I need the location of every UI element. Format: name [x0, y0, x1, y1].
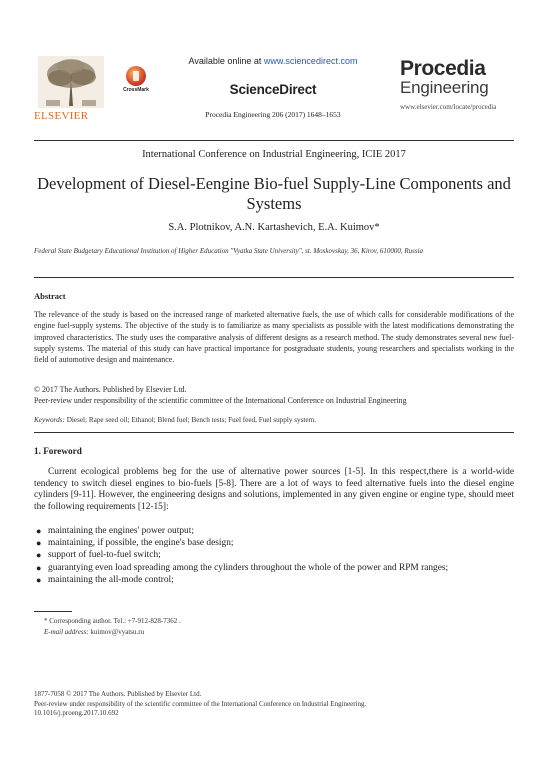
sciencedirect-logo: ScienceDirect	[229, 82, 317, 97]
procedia-wordmark: Procedia	[400, 57, 486, 80]
peer-review-notice: Peer-review under responsibility of the scientific committee of the International Conference on Industrial Engineering	[34, 396, 407, 405]
email-label: E-mail address:	[44, 628, 89, 636]
email-address[interactable]: kuimov@vyatsu.ru	[88, 628, 145, 636]
abstract-heading: Abstract	[34, 291, 66, 301]
keywords-label: Keywords:	[34, 416, 65, 424]
crossmark-label: CrossMark	[123, 87, 149, 93]
copyright-notice: © 2017 The Authors. Published by Elsevier Ltd.	[34, 385, 187, 394]
elsevier-wordmark: ELSEVIER	[34, 110, 89, 122]
list-item: ● guarantying even load spreading among the cylinders throughout the whole of the power and RPM ranges;	[36, 562, 449, 573]
journal-header	[34, 56, 514, 140]
abstract-body: The relevance of the study is based on the increased range of marketed alternative fuels, the use of which calls for considerable modifications of the engine fuel-supply systems. The objective of the study is to familiarize as many specialists as possible with the latest modifications demonstrating the improved characteristics. The study uses the comparative analysis of different designs as a research method. The study demonstrates several new fuel-supply systems. The material of this study can have practical importance for postgraduate students, young researchers and specialists working in the field of automotive design and maintenance.	[34, 310, 514, 365]
author-list: S.A. Plotnikov, A.N. Kartashevich, E.A. Kuimov*	[168, 222, 380, 233]
doi[interactable]: 10.1016/j.proeng.2017.10.692	[34, 709, 119, 717]
elsevier-logo	[34, 56, 108, 132]
available-online	[158, 56, 388, 66]
corresponding-author-footnote	[44, 616, 181, 638]
issn-line: 1877-7058 © 2017 The Authors. Published by Elsevier Ltd.	[34, 690, 202, 698]
procedia-url[interactable]: www.elsevier.com/locate/procedia	[400, 103, 497, 111]
available-prefix: Available online at	[188, 56, 264, 66]
list-item: ● maintaining, if possible, the engine's base design;	[36, 538, 234, 549]
journal-reference: Procedia Engineering 206 (2017) 1648–1653	[205, 110, 341, 119]
sciencedirect-link[interactable]: www.sciencedirect.com	[263, 56, 358, 66]
header-divider	[34, 140, 514, 141]
engineering-wordmark: Engineering	[400, 78, 489, 97]
list-item: ● maintaining the engines' power output;	[36, 526, 194, 536]
keywords-list: Diesel; Rape seed oil; Ethanol; Blend fuel; Bench tests; Fuel feed, Fuel supply system.	[64, 416, 317, 424]
conference-name: International Conference on Industrial Engineering, ICIE 2017	[142, 149, 406, 160]
elsevier-tree-icon	[38, 56, 104, 108]
crossmark-icon	[126, 66, 146, 86]
bullet-icon: ●	[36, 538, 42, 549]
affiliation: Federal State Budgetary Educational Institution of Higher Education "Vyatka State University", st. Moskovskay, 36, Kirov, 610000, Russia	[34, 247, 424, 255]
requirements-list	[34, 525, 514, 586]
abstract-bottom-divider	[34, 432, 514, 433]
bullet-icon: ●	[36, 526, 42, 536]
issn-block	[34, 690, 514, 719]
section-heading-foreword: 1. Foreword	[34, 446, 82, 456]
list-item: ● maintaining the all-mode control;	[36, 574, 174, 585]
paper-title: Development of Diesel-Eengine Bio-fuel Supply-Line Components and Systems	[37, 174, 511, 213]
keywords	[34, 416, 514, 424]
bullet-icon: ●	[36, 574, 42, 585]
foreword-paragraph: Current ecological problems beg for the use of alternative power sources [1-5]. In this respect,there is a world-wide tendency to switch diesel engines to bio-fuels [5-8]. There are a lot of ways to feed alternative fuels into the diesel engine cylinders [9-11]. However, the engineering designs and solutions, implemented in any given engine or engine type, should meet the following requirements [12-15]:	[34, 467, 514, 512]
abstract-top-divider	[34, 277, 514, 278]
footnote-divider	[34, 611, 72, 612]
list-item: ● support of fuel-to-fuel switch;	[36, 550, 161, 561]
corresponding-author: * Corresponding author. Tel.: +7-912-828-7362 .	[44, 617, 181, 625]
crossmark-badge[interactable]	[120, 66, 152, 93]
peer-review-footer: Peer-review under responsibility of the scientific committee of the International Conference on Industrial Engineering.	[34, 699, 367, 708]
procedia-engineering-logo	[400, 58, 514, 111]
bullet-icon: ●	[36, 562, 42, 573]
email-line	[44, 627, 181, 638]
bullet-icon: ●	[36, 550, 42, 561]
